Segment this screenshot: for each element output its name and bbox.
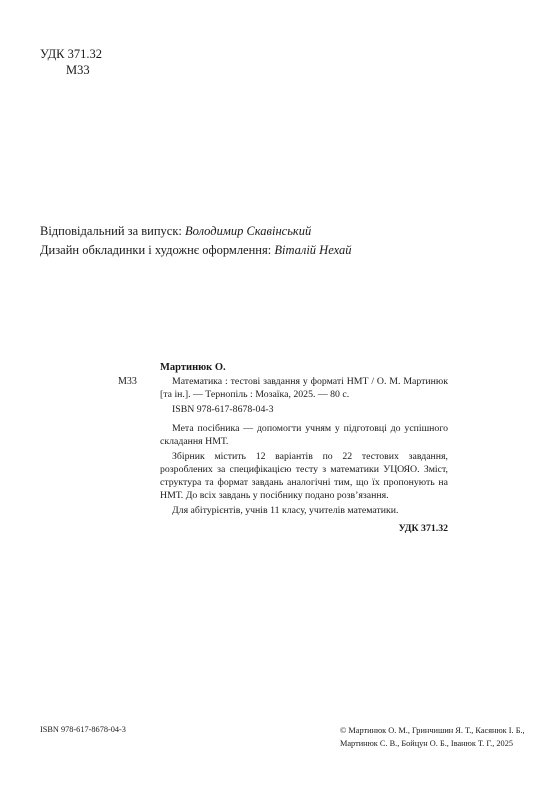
- udk-classification: [40, 46, 102, 78]
- footer-isbn: ISBN 978-617-8678-04-3: [40, 725, 126, 734]
- card-title-line: Математика : тестові завдання у форматі НМТ / О. М. Мартинюк [та ін.]. — Тернопіль : Мозаїка, 2025. — 80 с.: [160, 376, 448, 400]
- card-isbn: ISBN 978-617-8678-04-3: [172, 404, 274, 415]
- design-name: Віталій Нехай: [274, 243, 352, 257]
- card-contents: Збірник містить 12 варіантів по 22 тестових завдання, розроблених за специфікацією тесту з математики УЦОЯО. Зміст, структура та формат завдань аналогічні тим, що їх пропонують на НМТ. До всіх завдань у посібнику подано розв’язання.: [160, 451, 448, 501]
- card-body: [160, 375, 448, 535]
- card-audience: Для абітурієнтів, учнів 11 класу, учителів математики.: [172, 505, 399, 516]
- responsible-name: Володимир Скавінський: [185, 224, 312, 238]
- card-purpose: Мета посібника — допомогти учням у підготовці до успішного складання НМТ.: [160, 423, 448, 447]
- card-code: М33: [118, 376, 137, 387]
- credits-block: [40, 222, 351, 260]
- copyright-line-2: Мартинюк С. В., Бойцун О. Б., Іванюк Т. Г., 2025: [340, 739, 513, 748]
- card-author: Мартинюк О.: [160, 362, 226, 373]
- design-label: Дизайн обкладинки і художнє оформлення:: [40, 243, 275, 257]
- footer-copyright: [340, 724, 525, 750]
- udk-number: УДК 371.32: [40, 47, 102, 61]
- copyright-line-1: © Мартинюк О. М., Гринчишин Я. Т., Касянюк І. Б.,: [340, 726, 525, 735]
- responsible-line: [40, 222, 351, 241]
- author-code: М33: [66, 63, 90, 77]
- design-line: [40, 241, 351, 260]
- card-udk: УДК 371.32: [398, 523, 448, 534]
- responsible-label: Відповідальний за випуск:: [40, 224, 185, 238]
